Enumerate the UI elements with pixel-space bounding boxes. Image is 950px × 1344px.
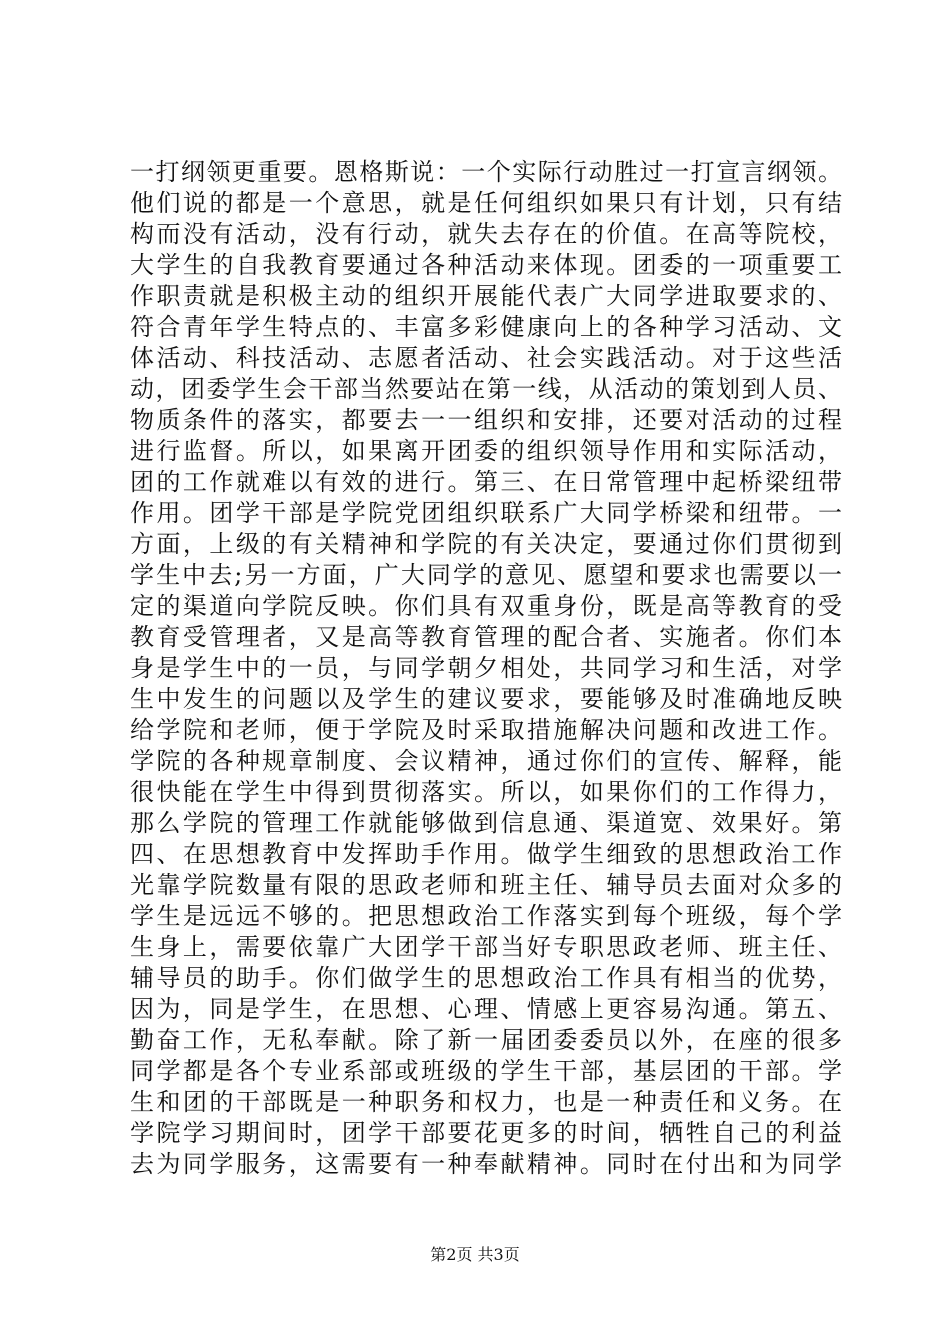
- text-line: 四、在思想教育中发挥助手作用。做学生细致的思想政治工作: [130, 840, 842, 868]
- text-line: 体活动、科技活动、志愿者活动、社会实践活动。对于这些活: [130, 344, 842, 372]
- text-line: 光靠学院数量有限的思政老师和班主任、辅导员去面对众多的: [130, 871, 842, 899]
- text-line: 学生是远远不够的。把思想政治工作落实到每个班级，每个学: [130, 902, 842, 930]
- text-line: 身是学生中的一员，与同学朝夕相处，共同学习和生活，对学: [130, 654, 842, 682]
- text-line: 勤奋工作，无私奉献。除了新一届团委委员以外，在座的很多: [130, 1026, 842, 1054]
- text-line: 学生中去;另一方面，广大同学的意见、愿望和要求也需要以一: [130, 561, 842, 589]
- text-line: 团的工作就难以有效的进行。第三、在日常管理中起桥梁纽带: [130, 468, 842, 496]
- text-line: 定的渠道向学院反映。你们具有双重身份，既是高等教育的受: [130, 592, 842, 620]
- text-line: 生身上，需要依靠广大团学干部当好专职思政老师、班主任、: [130, 933, 842, 961]
- text-line: 那么学院的管理工作就能够做到信息通、渠道宽、效果好。第: [130, 809, 842, 837]
- text-line: 方面，上级的有关精神和学院的有关决定，要通过你们贯彻到: [130, 530, 842, 558]
- text-line: 很快能在学生中得到贯彻落实。所以，如果你们的工作得力，: [130, 778, 842, 806]
- text-line: 去为同学服务，这需要有一种奉献精神。同时在付出和为同学: [130, 1150, 842, 1178]
- text-line: 生和团的干部既是一种职务和权力，也是一种责任和义务。在: [130, 1088, 842, 1116]
- text-line: 一打纲领更重要。恩格斯说：一个实际行动胜过一打宣言纲领。: [130, 158, 842, 186]
- text-line: 动，团委学生会干部当然要站在第一线，从活动的策划到人员、: [130, 375, 842, 403]
- text-line: 辅导员的助手。你们做学生的思想政治工作具有相当的优势，: [130, 964, 842, 992]
- text-line: 他们说的都是一个意思，就是任何组织如果只有计划，只有结: [130, 189, 842, 217]
- text-line: 大学生的自我教育要通过各种活动来体现。团委的一项重要工: [130, 251, 842, 279]
- body-text: [130, 157, 842, 1180]
- text-line: 作用。团学干部是学院党团组织联系广大同学桥梁和纽带。一: [130, 499, 842, 527]
- page-number-footer: 第2页 共3页: [430, 1245, 520, 1264]
- text-line: 作职责就是积极主动的组织开展能代表广大同学进取要求的、: [130, 282, 842, 310]
- text-line: 同学都是各个专业系部或班级的学生干部，基层团的干部。学: [130, 1057, 842, 1085]
- text-line: 生中发生的问题以及学生的建议要求，要能够及时准确地反映: [130, 685, 842, 713]
- text-line: 学院的各种规章制度、会议精神，通过你们的宣传、解释，能: [130, 747, 842, 775]
- text-line: 给学院和老师，便于学院及时采取措施解决问题和改进工作。: [130, 716, 842, 744]
- text-line: 学院学习期间时，团学干部要花更多的时间，牺牲自己的利益: [130, 1119, 842, 1147]
- text-line: 教育受管理者，又是高等教育管理的配合者、实施者。你们本: [130, 623, 842, 651]
- text-line: 构而没有活动，没有行动，就失去存在的价值。在高等院校，: [130, 220, 842, 248]
- text-line: 因为，同是学生，在思想、心理、情感上更容易沟通。第五、: [130, 995, 842, 1023]
- text-line: 物质条件的落实，都要去一一组织和安排，还要对活动的过程: [130, 406, 842, 434]
- text-line: 符合青年学生特点的、丰富多彩健康向上的各种学习活动、文: [130, 313, 842, 341]
- text-line: 进行监督。所以，如果离开团委的组织领导作用和实际活动，: [130, 437, 842, 465]
